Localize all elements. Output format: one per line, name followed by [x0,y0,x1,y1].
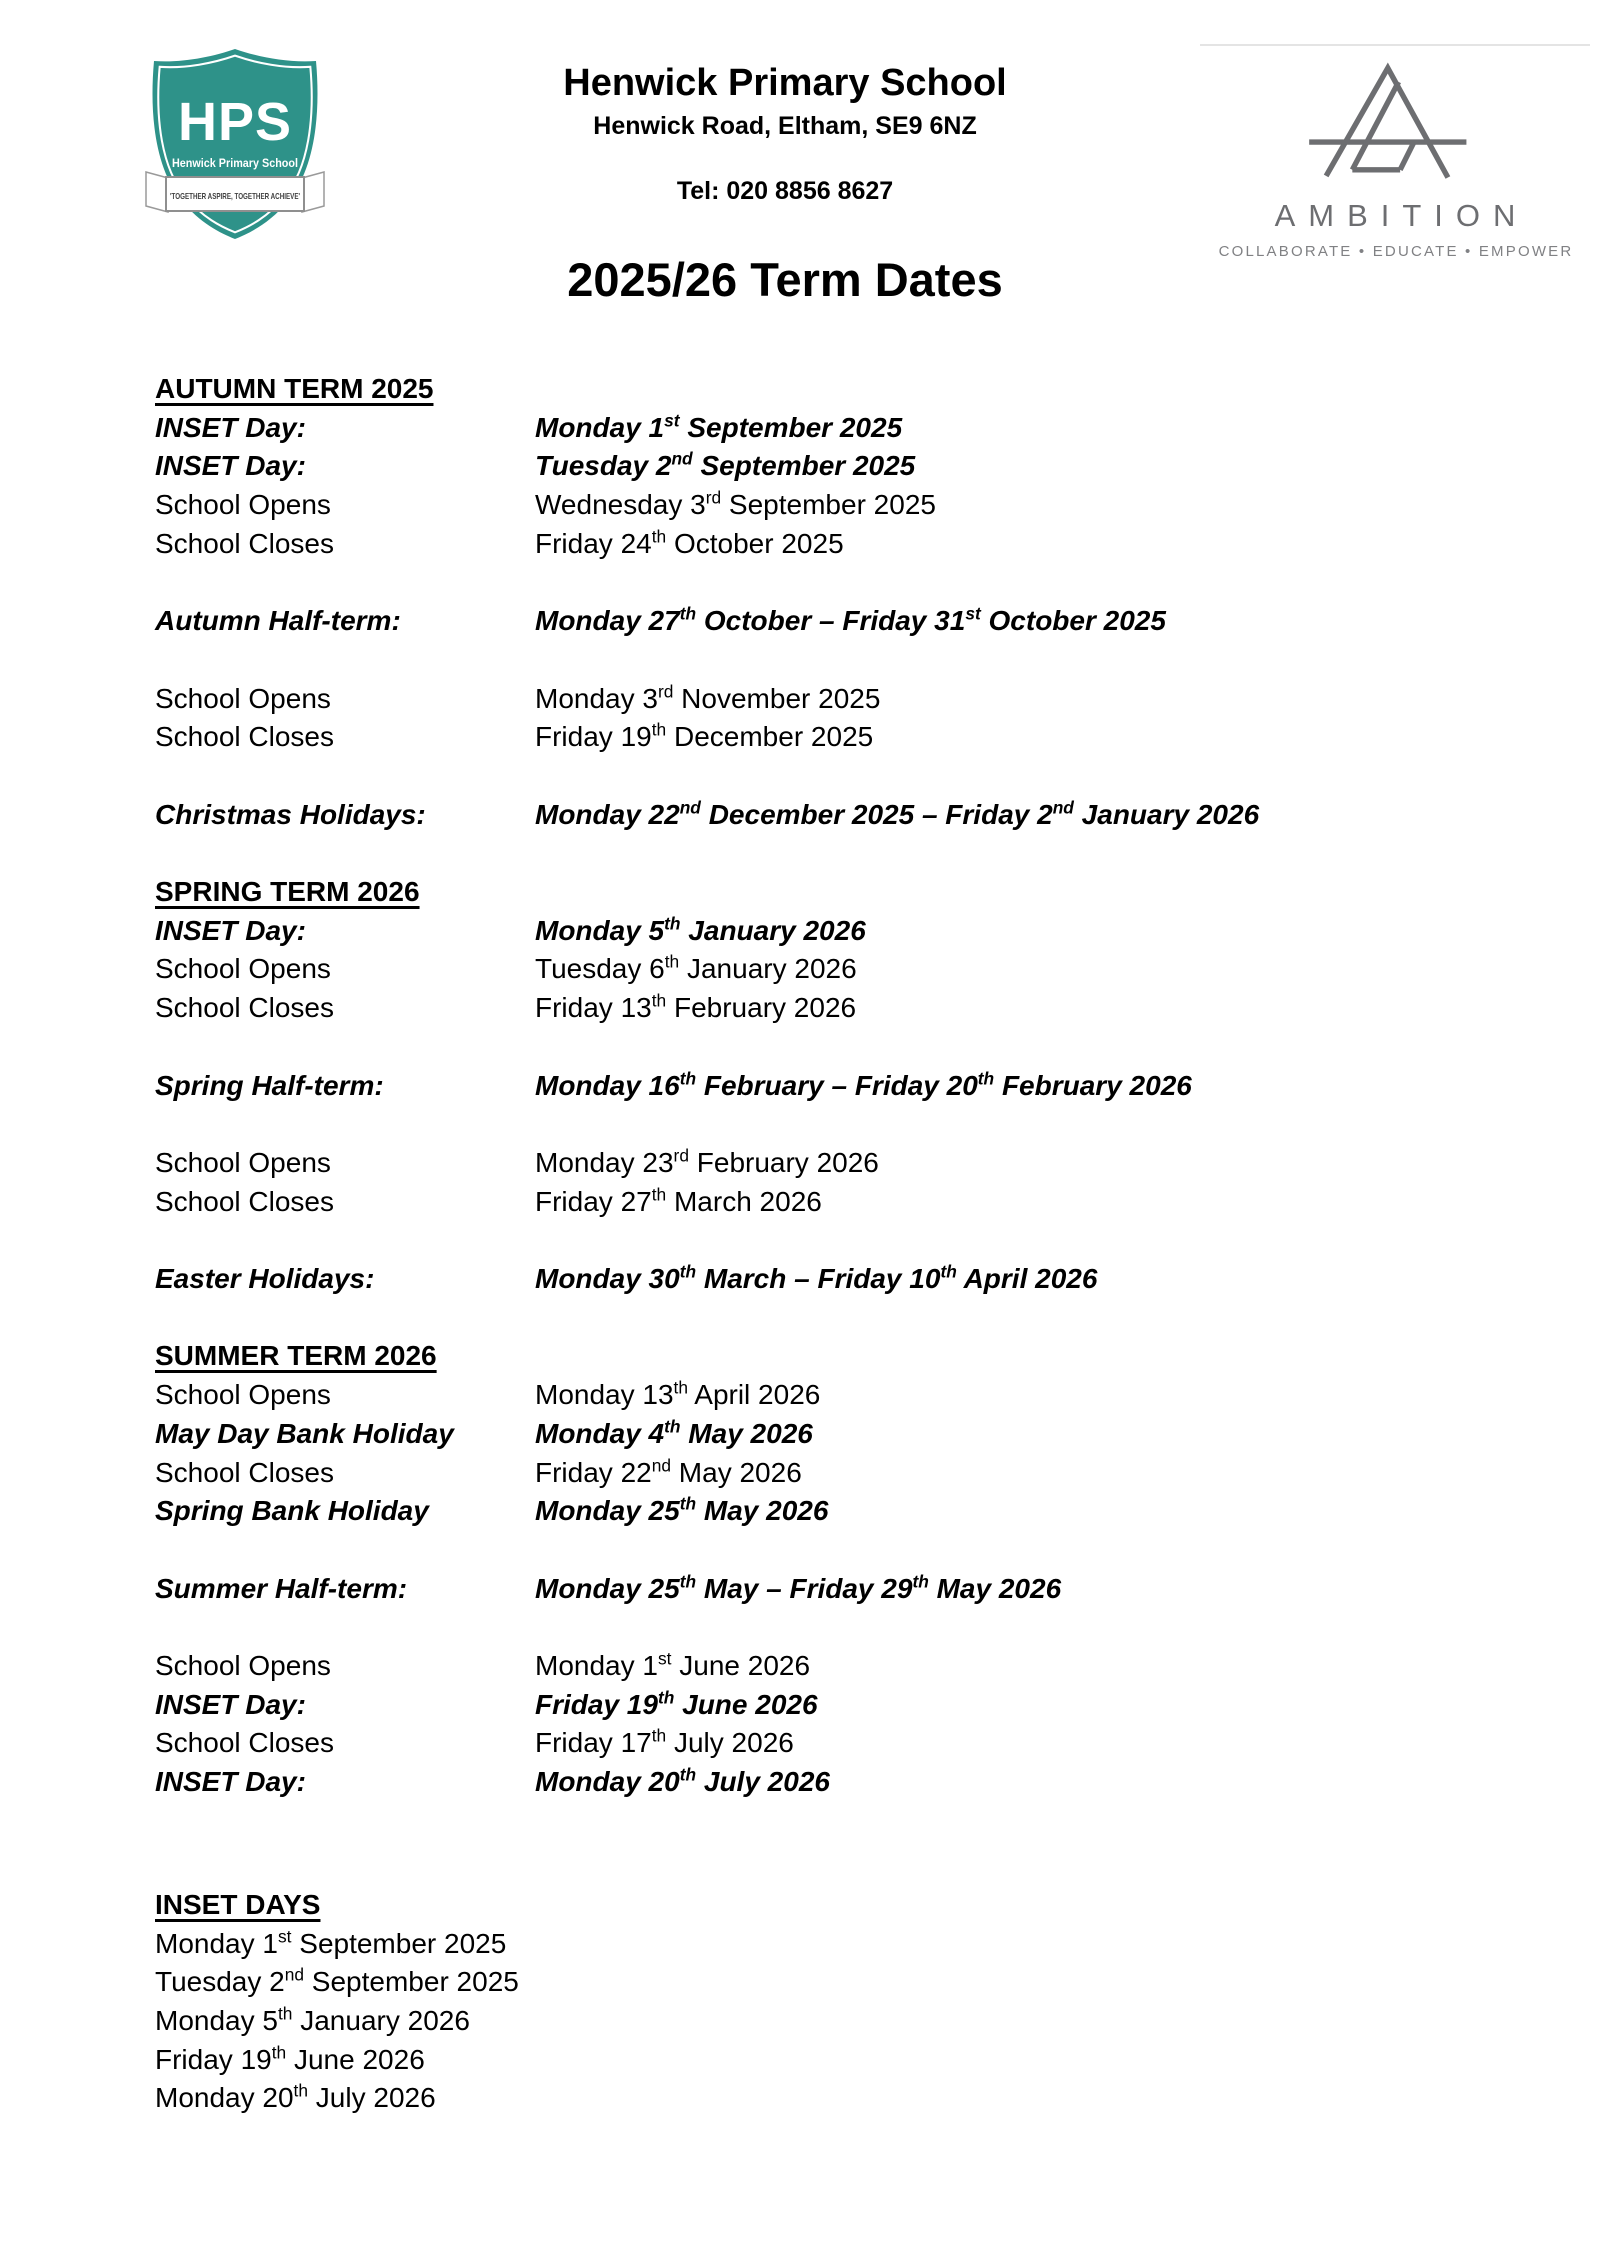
term-sections [155,370,1540,1802]
term-date-row [155,409,1540,448]
school-header [430,62,1140,206]
row-date: Monday 30th March – Friday 10th April 2026 [535,1261,1098,1295]
term-date-row [155,1454,1540,1493]
row-date: Monday 23rd February 2026 [535,1145,879,1178]
row-date: Friday 22nd May 2026 [535,1455,802,1488]
ambition-a-monogram-icon [1303,52,1488,192]
date-block [155,602,1540,641]
row-label: School Closes [155,992,334,1024]
row-label: School Closes [155,721,334,753]
row-date: Friday 27th March 2026 [535,1184,822,1217]
row-date: Monday 16th February – Friday 20th February 2026 [535,1068,1192,1101]
term-date-row [155,447,1540,486]
row-label: School Opens [155,489,331,521]
row-label: Summer Half-term: [155,1572,408,1604]
row-date: Tuesday 2nd September 2025 [535,449,916,482]
row-label: INSET Day: [155,450,306,482]
term-date-row [155,1183,1540,1222]
row-date: Friday 17th July 2026 [535,1726,794,1759]
date-block [155,1144,1540,1221]
row-date: Monday 27th October – Friday 31st October 2025 [535,603,1166,637]
ambition-trust-logo [1200,44,1590,260]
row-date: Monday 22nd December 2025 – Friday 2nd January 2026 [535,797,1260,830]
inset-days-heading: INSET DAYS [155,1888,321,1920]
row-date: Tuesday 6th January 2026 [535,952,857,985]
row-label: INSET Day: [155,1766,306,1798]
term-date-row [155,950,1540,989]
date-block [155,1067,1540,1106]
date-block [155,1260,1540,1299]
ambition-wordmark: AMBITION [1274,198,1529,233]
term-date-row [155,680,1540,719]
row-date: Friday 24th October 2025 [535,526,844,559]
row-date: Friday 19th December 2025 [535,719,874,753]
row-label: Autumn Half-term: [155,605,401,637]
term-date-row [155,1376,1540,1415]
inset-days-section [155,1886,1540,2118]
term-date-row [155,1415,1540,1454]
term-section [155,370,1540,834]
row-label: School Opens [155,682,331,714]
inset-days-list [155,1925,1540,2119]
school-shield-logo [140,42,330,244]
school-address: Henwick Road, Eltham, SE9 6NZ [593,111,977,140]
ambition-tagline: COLLABORATE • EDUCATE • EMPOWER [1218,243,1574,260]
term-date-row [155,796,1540,835]
term-date-row [155,912,1540,951]
school-name: Henwick Primary School [563,62,1007,104]
row-label: May Day Bank Holiday [155,1417,454,1449]
shield-motto: 'TOGETHER ASPIRE, TOGETHER ACHIEVE' [170,191,300,201]
row-date: Monday 25th May – Friday 29th May 2026 [535,1571,1062,1604]
date-block [155,796,1540,835]
term-date-row [155,1647,1540,1686]
date-block [155,912,1540,1028]
shield-school-name: Henwick Primary School [172,158,298,170]
section-heading: AUTUMN TERM 2025 [155,373,434,404]
row-date: Friday 19th June 2026 [535,1687,818,1720]
row-label: School Closes [155,527,334,559]
inset-day-item: Monday 20th July 2026 [155,2081,436,2114]
shield-initials: HPS [177,92,293,152]
row-label: INSET Day: [155,411,306,443]
term-date-row [155,486,1540,525]
row-date: Monday 5th January 2026 [535,913,866,946]
ribbon-right-wing [302,172,324,212]
row-date: Monday 1st September 2025 [535,410,903,443]
row-label: School Opens [155,953,331,985]
row-date: Monday 4th May 2026 [535,1416,813,1449]
inset-day-item: Monday 1st September 2025 [155,1926,507,1959]
term-date-row [155,525,1540,564]
inset-day-item: Tuesday 2nd September 2025 [155,1964,519,1998]
row-label: School Opens [155,1146,331,1178]
date-block [155,409,1540,564]
row-label: School Closes [155,1456,334,1488]
row-date: Monday 1st June 2026 [535,1648,811,1682]
section-heading: SPRING TERM 2026 [155,876,420,908]
row-label: School Closes [155,1727,334,1759]
row-label: Spring Bank Holiday [155,1495,429,1527]
row-date: Wednesday 3rd September 2025 [535,487,936,521]
row-date: Monday 25th May 2026 [535,1493,829,1527]
row-date: Friday 13th February 2026 [535,990,857,1024]
row-label: Spring Half-term: [155,1069,384,1101]
inset-day-item: Monday 5th January 2026 [155,2003,470,2036]
row-date: Monday 13th April 2026 [535,1377,821,1411]
term-date-row [155,718,1540,757]
term-date-row [155,1260,1540,1299]
row-label: INSET Day: [155,1688,306,1720]
ribbon-left-wing [146,172,168,212]
row-label: School Closes [155,1185,334,1217]
term-date-row [155,1686,1540,1725]
row-label: School Opens [155,1650,331,1682]
date-block [155,680,1540,757]
row-date: Monday 3rd November 2025 [535,681,881,714]
row-label: School Opens [155,1379,331,1411]
section-heading: SUMMER TERM 2026 [155,1340,437,1372]
ambition-a-strokes [1309,68,1466,177]
date-block [155,1376,1540,1531]
term-date-row [155,1724,1540,1763]
row-label: Christmas Holidays: [155,798,426,830]
row-label: INSET Day: [155,914,306,946]
term-date-row [155,1570,1540,1609]
term-date-row [155,1067,1540,1106]
term-date-row [155,1763,1540,1802]
term-date-row [155,1492,1540,1531]
inset-day-item: Friday 19th June 2026 [155,2042,425,2075]
row-label: Easter Holidays: [155,1263,375,1295]
date-block [155,1570,1540,1609]
date-block [155,1647,1540,1802]
page-title: 2025/26 Term Dates [567,253,1003,306]
term-date-row [155,989,1540,1028]
term-section [155,1337,1540,1801]
term-date-row [155,602,1540,641]
term-dates-body [155,370,1540,2118]
school-phone: Tel: 020 8856 8627 [676,176,894,205]
row-date: Monday 20th July 2026 [535,1764,830,1798]
term-date-row [155,1144,1540,1183]
term-section [155,873,1540,1299]
